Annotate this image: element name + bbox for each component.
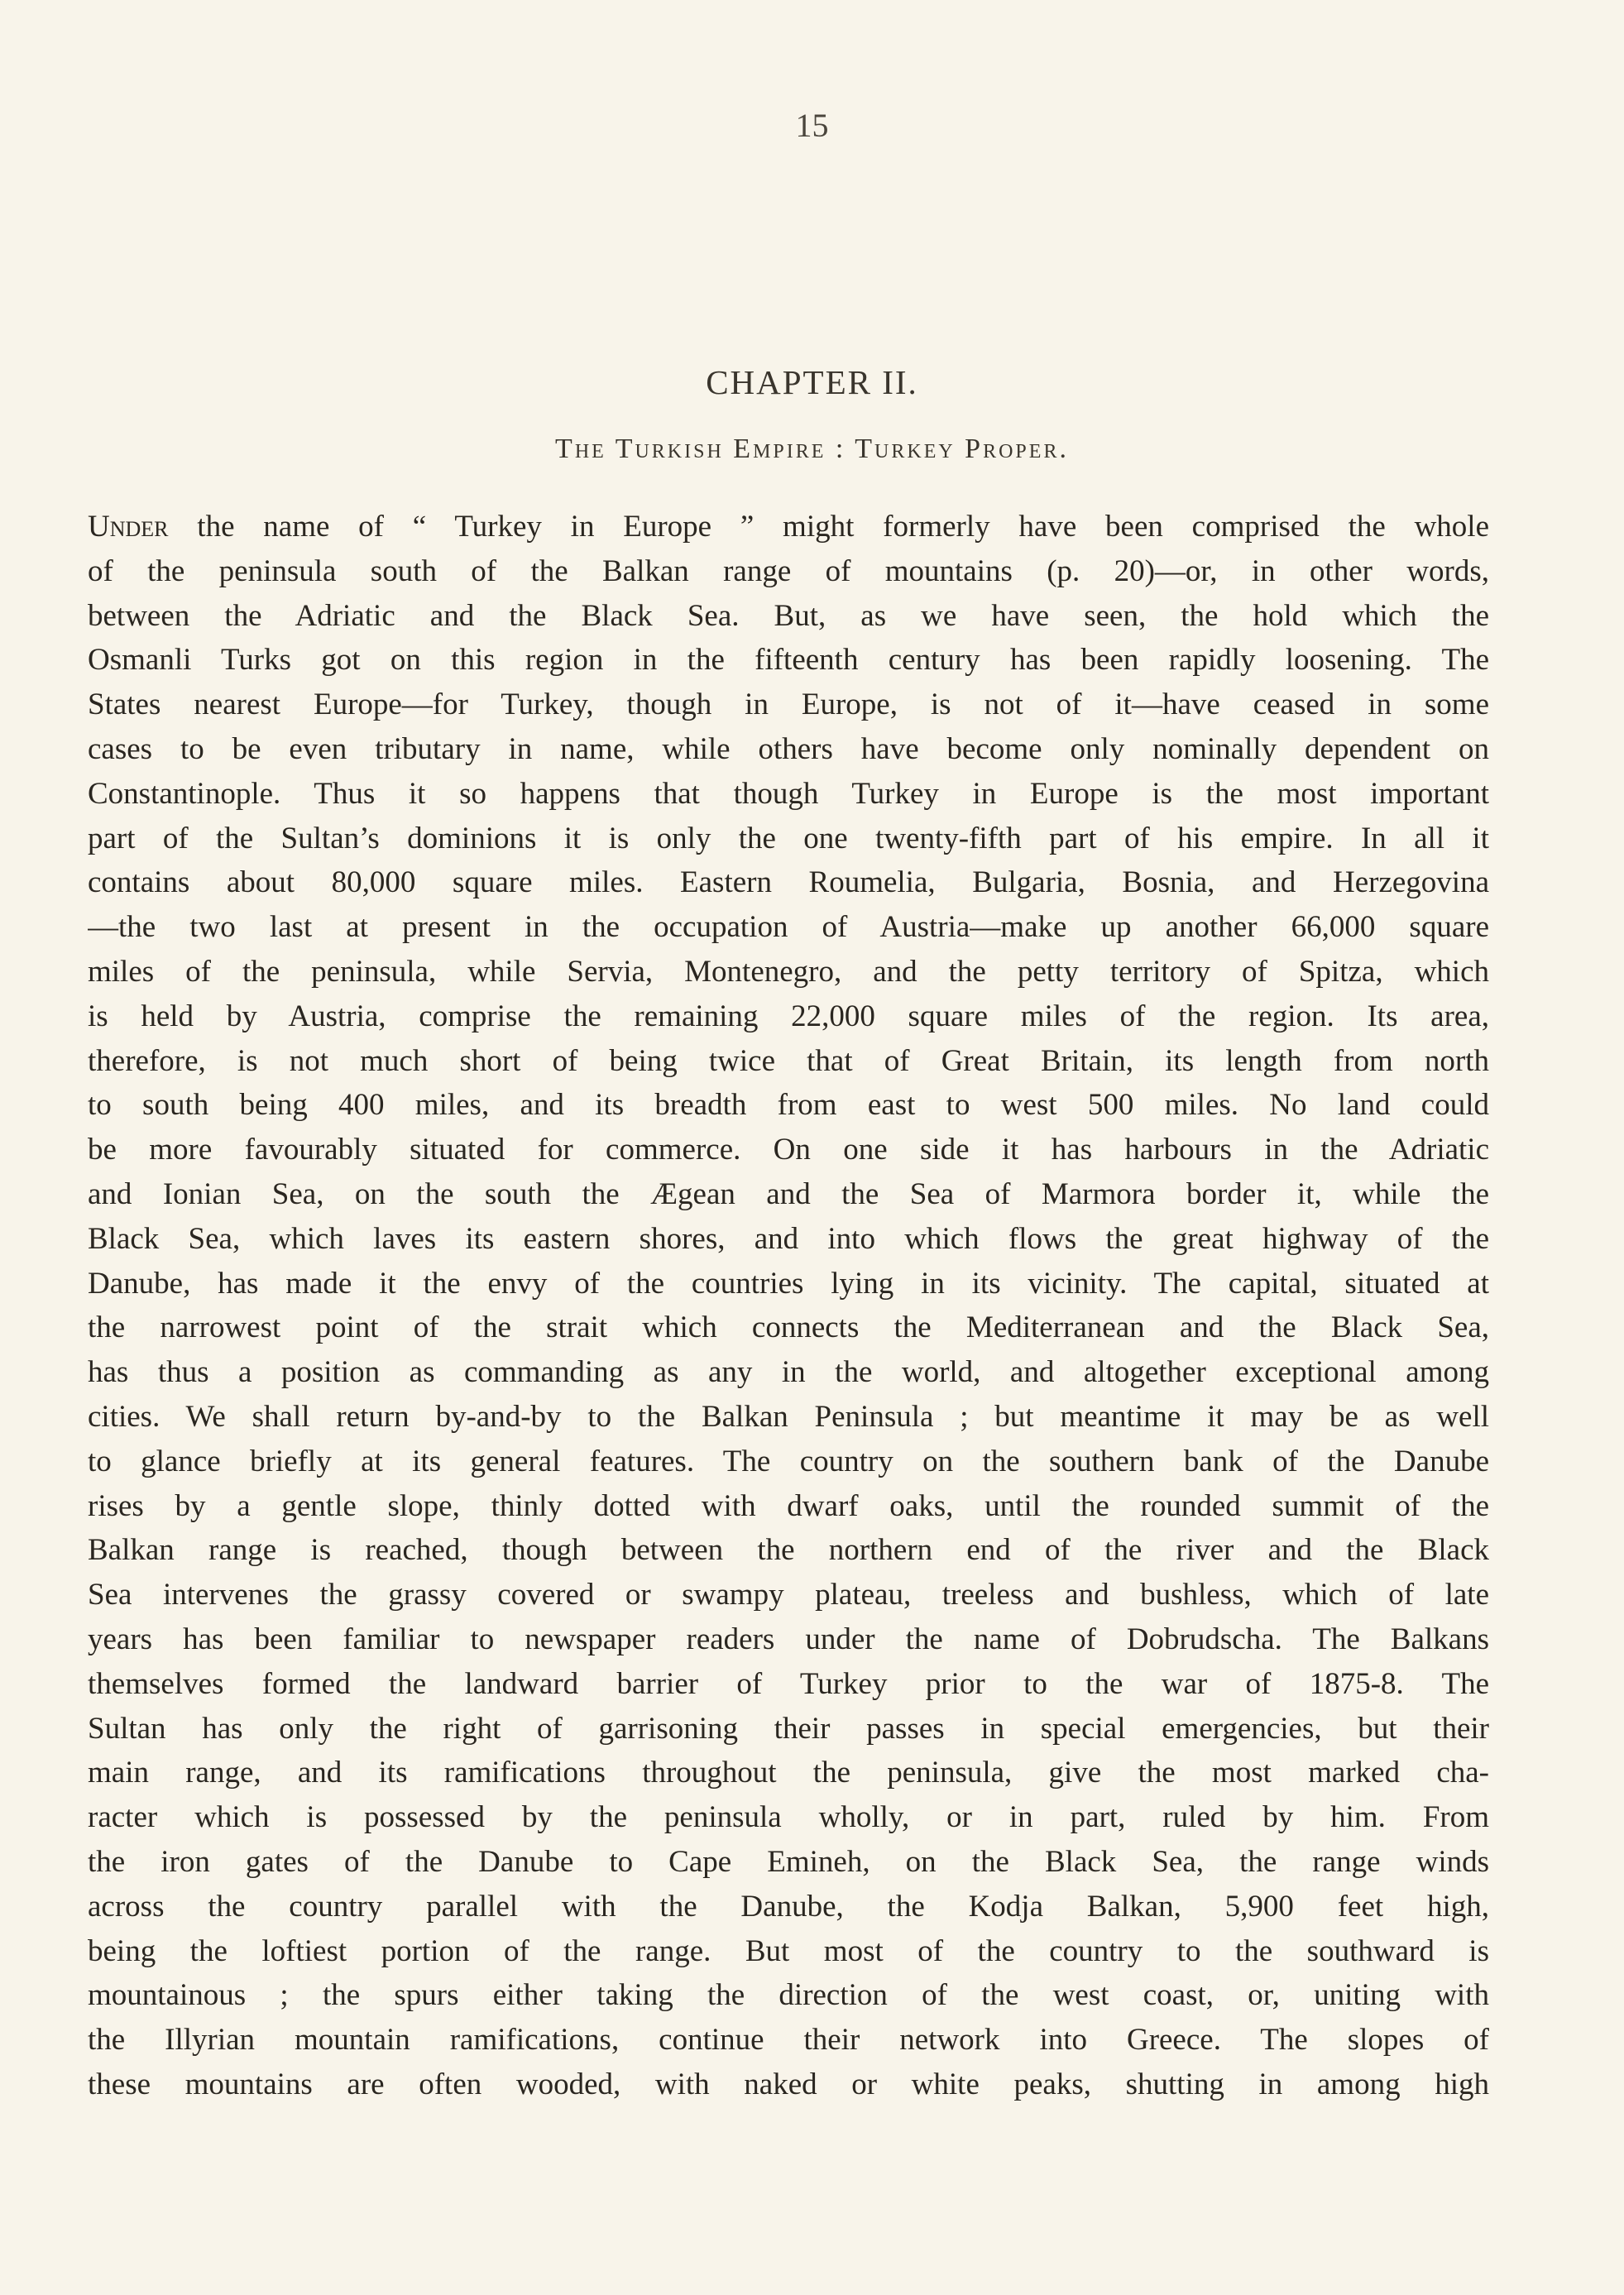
chapter-heading: CHAPTER II.: [706, 363, 918, 401]
text-line: rises by a gentle slope, thinly dotted with dwarf oaks, until the rounded summit of the: [88, 1488, 1489, 1523]
text-line: and Ionian Sea, on the south the Ægean and the Sea of Marmora border it, while the: [88, 1176, 1489, 1211]
text-line: miles of the peninsula, while Servia, Montenegro, and the petty territory of Spitza, which: [88, 954, 1489, 989]
text-line: Sultan has only the right of garrisoning their passes in special emergencies, but their: [88, 1711, 1489, 1746]
body-paragraph: [88, 505, 1489, 2107]
text-line: between the Adriatic and the Black Sea. But, as we have seen, the hold which the: [88, 598, 1489, 633]
text-line: being the loftiest portion of the range. But most of the country to the southward is: [88, 1933, 1489, 1968]
text-line: themselves formed the landward barrier of Turkey prior to the war of 1875-8. The: [88, 1666, 1489, 1701]
text-line: —the two last at present in the occupation of Austria—make up another 66,000 square: [88, 910, 1489, 945]
text-line: the narrowest point of the strait which connects the Mediterranean and the Black Sea,: [88, 1310, 1489, 1345]
text-line: Constantinople. Thus it so happens that though Turkey in Europe is the most important: [88, 776, 1489, 811]
text-line: years has been familiar to newspaper readers under the name of Dobrudscha. The Balkans: [88, 1622, 1489, 1656]
lead-word: Under: [88, 510, 169, 544]
text-line: racter which is possessed by the peninsula wholly, or in part, ruled by him. From: [88, 1800, 1489, 1835]
text-line: the iron gates of the Danube to Cape Emineh, on the Black Sea, the range winds: [88, 1844, 1489, 1879]
text-line: Black Sea, which laves its eastern shores, and into which flows the great highway of the: [88, 1221, 1489, 1256]
text-line: is held by Austria, comprise the remaining 22,000 square miles of the region. Its area,: [88, 999, 1489, 1033]
text-line: cities. We shall return by-and-by to the Balkan Peninsula ; but meantime it may be as well: [88, 1399, 1489, 1434]
text-line: Balkan range is reached, though between the northern end of the river and the Black: [88, 1533, 1489, 1568]
text-line: to glance briefly at its general features. The country on the southern bank of the Danube: [88, 1444, 1489, 1478]
text-line: States nearest Europe—for Turkey, though in Europe, is not of it—have ceased in some: [88, 688, 1489, 722]
first-line-rest: the name of “ Turkey in Europe ” might formerly have been comprised the whole: [168, 510, 1489, 544]
page-number: 15: [795, 107, 829, 144]
text-line: cases to be even tributary in name, while others have become only nominally dependent on: [88, 731, 1489, 766]
chapter-title: The Turkish Empire : Turkey Proper.: [555, 434, 1069, 464]
text-line: Sea intervenes the grassy covered or swampy plateau, treeless and bushless, which of late: [88, 1578, 1489, 1612]
text-line: [88, 505, 1489, 549]
text-line: be more favourably situated for commerce. On one side it has harbours in the Adriatic: [88, 1133, 1489, 1167]
text-line: the Illyrian mountain ramifications, continue their network into Greece. The slopes of: [88, 2023, 1489, 2058]
text-line: Osmanli Turks got on this region in the fifteenth century has been rapidly loosening. The: [88, 643, 1489, 678]
text-line: contains about 80,000 square miles. Eastern Roumelia, Bulgaria, Bosnia, and Herzegovina: [88, 865, 1489, 900]
text-line: part of the Sultan’s dominions it is only the one twenty-fifth part of his empire. In all it: [88, 821, 1489, 855]
text-line: main range, and its ramifications throughout the peninsula, give the most marked cha-: [88, 1756, 1489, 1790]
text-line: mountainous ; the spurs either taking the direction of the west coast, or, uniting with: [88, 1978, 1489, 2013]
text-line: to south being 400 miles, and its breadth from east to west 500 miles. No land could: [88, 1088, 1489, 1123]
text-line: these mountains are often wooded, with naked or white peaks, shutting in among high: [88, 2067, 1489, 2101]
text-line: has thus a position as commanding as any in the world, and altogether exceptional among: [88, 1355, 1489, 1390]
text-line: therefore, is not much short of being twice that of Great Britain, its length from north: [88, 1043, 1489, 1078]
text-line: of the peninsula south of the Balkan range of mountains (p. 20)—or, in other words,: [88, 553, 1489, 588]
text-line: Danube, has made it the envy of the countries lying in its vicinity. The capital, situated at: [88, 1266, 1489, 1301]
text-line: across the country parallel with the Danube, the Kodja Balkan, 5,900 feet high,: [88, 1889, 1489, 1924]
